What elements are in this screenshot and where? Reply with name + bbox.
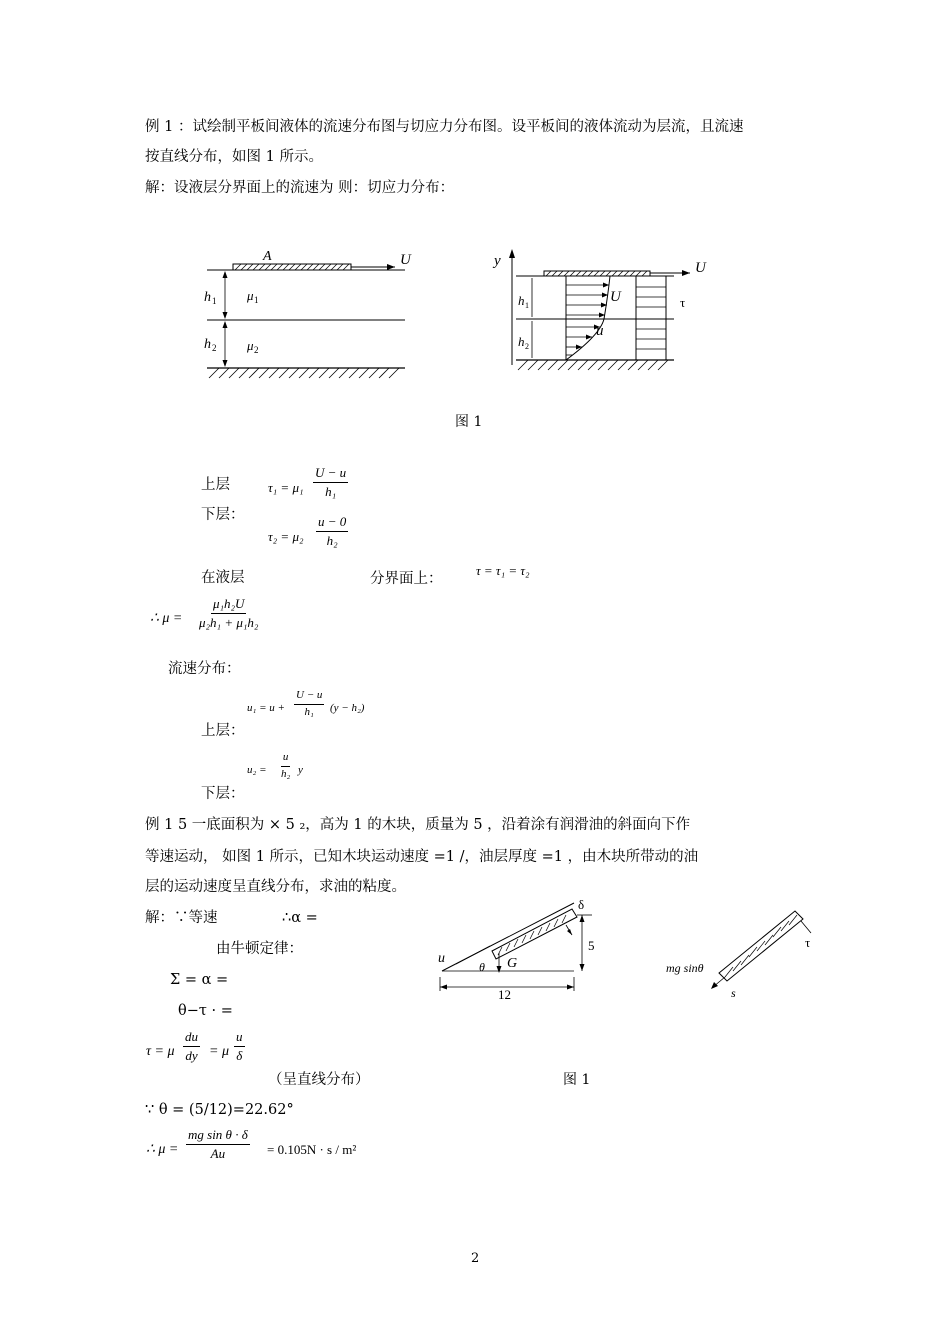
tau-den1: dy (185, 1047, 198, 1063)
fig1-right-h2: h (518, 334, 525, 349)
u1-den: h₁ (304, 705, 314, 718)
u2-lhs: u₂ = (247, 764, 267, 776)
u2-fraction (279, 752, 292, 780)
fig2-label-12: 12 (498, 987, 511, 1002)
fig1-mu1-sub: 1 (254, 295, 259, 305)
fig1-profile-diagram (488, 245, 718, 380)
mu-den: μ₂h₁ + μ₁h₂ (199, 614, 259, 630)
u2-rhs: y (298, 764, 303, 776)
lower-layer-label-2: 下层： (201, 786, 245, 802)
interface-label-a: 在液层 (201, 570, 245, 586)
upper-layer-label-2: 上层： (201, 723, 245, 739)
theta-value: ∵ θ = (5/12)=22.62° (145, 1102, 294, 1118)
tau-num2: u (234, 1030, 245, 1047)
u2-den: h₂ (281, 767, 291, 780)
fig1-label-A: A (263, 249, 272, 264)
fig1-right-h1: h (518, 293, 525, 308)
u1-rhs: (y − h₂) (330, 702, 365, 714)
fig1-right-label-U: U (695, 260, 706, 276)
fig1-label-tau: τ (680, 295, 686, 310)
fig2-label-5: 5 (588, 938, 595, 953)
lower-layer-label: 下层： (201, 507, 245, 523)
result-lhs: ∴ μ = (146, 1142, 179, 1157)
ex1-line2: 按直线分布，如图 1 所示。 (145, 149, 323, 165)
fig1-right-h1-sub: 1 (525, 301, 529, 310)
linear-note: （呈直线分布） (268, 1072, 370, 1088)
page-number: 2 (471, 1251, 480, 1266)
fig1-label-mu2: μ (247, 338, 254, 353)
ex2-solution-b: ∴α = (282, 910, 318, 926)
sum-equation: Σ = α = (170, 972, 229, 988)
fig2-label-mgsin: mg sinθ (666, 961, 704, 975)
tau2-num: u − 0 (316, 515, 348, 532)
fig2-label-tau: τ (805, 935, 811, 950)
result-num: mg sin θ · δ (186, 1128, 250, 1145)
tau2-fraction (316, 515, 348, 547)
mu-num: μ₁h₂U (211, 597, 246, 614)
result-fraction (186, 1128, 250, 1160)
ex2-line3: 层的运动速度呈直线分布，求油的粘度。 (145, 879, 406, 895)
ex2-line1: 例 1 5 一底面积为 × 5 ₂，高为 1 的木块，质量为 5 ，沿着涂有润滑油的斜面向下作 (145, 817, 691, 833)
fig1-layers-diagram (195, 240, 415, 385)
tau1-num: U − u (313, 466, 348, 483)
fig2-label-u: u (438, 951, 445, 966)
upper-layer-label: 上层 (201, 477, 230, 493)
u1-fraction (294, 690, 324, 718)
result-rhs: = 0.105N · s / m² (267, 1142, 357, 1157)
fig1-label-y: y (494, 253, 501, 269)
fig1-label-h1: h (204, 290, 211, 305)
ex2-solution-a: 解：∵等速 (145, 910, 218, 926)
fig1-label-u: u (596, 323, 604, 339)
velocity-distribution-title: 流速分布： (168, 661, 241, 677)
fig1-sub2: 2 (212, 343, 217, 353)
tau-u-delta (234, 1030, 245, 1062)
result-den: Au (210, 1145, 226, 1161)
fig1-label-h2: h (204, 337, 211, 352)
tau2-den: h₂ (326, 532, 338, 548)
ex1-line1: 例 1 ：试绘制平板间液体的流速分布图与切应力分布图。设平板间的液体流动为层流，且流速 (145, 119, 744, 135)
fig1-mu2-sub: 2 (254, 345, 259, 355)
mu-fraction (197, 597, 260, 629)
theta-equation: θ−τ · = (178, 1003, 233, 1019)
fig2-label-G: G (507, 956, 518, 971)
tau-du-dy (183, 1030, 200, 1062)
mu-lhs: ∴ μ = (150, 611, 183, 626)
u1-lhs: u₁ = u + (247, 702, 285, 714)
fig1-label-mu1: μ (247, 288, 254, 303)
fig2-incline-diagram (432, 895, 612, 1000)
fig2-force-diagram (663, 905, 823, 1005)
tau1-den: h₁ (325, 483, 337, 499)
fig1-label-U: U (400, 252, 411, 268)
tau1-fraction (313, 466, 348, 498)
fig1-caption: 图 1 (455, 414, 483, 430)
ex2-line2: 等速运动， 如图 1 所示，已知木块运动速度 =1 /，油层厚度 =1 ，由木块所带动的油 (145, 849, 699, 865)
u2-num: u (281, 752, 291, 767)
tau1-lhs: τ₁ = μ₁ (268, 480, 304, 495)
tau-lhs: τ = μ (146, 1044, 175, 1059)
interface-equation: τ = τ₁ = τ₂ (476, 563, 530, 578)
u1-num: U − u (294, 690, 324, 705)
fig2-caption: 图 1 (563, 1072, 591, 1088)
tau-mid: = μ (209, 1044, 229, 1059)
interface-label-b: 分界面上： (370, 571, 443, 587)
tau-num1: du (183, 1030, 200, 1047)
fig2-label-s: s (731, 986, 736, 1000)
fig1-right-label-U2: U (610, 289, 621, 305)
newton-law: 由牛顿定律： (216, 941, 303, 957)
tau-den2: δ (236, 1047, 243, 1063)
fig2-label-delta: δ (578, 897, 585, 912)
tau2-lhs: τ₂ = μ₂ (268, 529, 304, 544)
fig1-sub1: 1 (212, 296, 217, 306)
ex1-solution: 解：设液层分界面上的流速为 则：切应力分布： (145, 180, 455, 196)
fig1-right-h2-sub: 2 (525, 342, 529, 351)
fig2-label-theta: θ (479, 960, 485, 974)
